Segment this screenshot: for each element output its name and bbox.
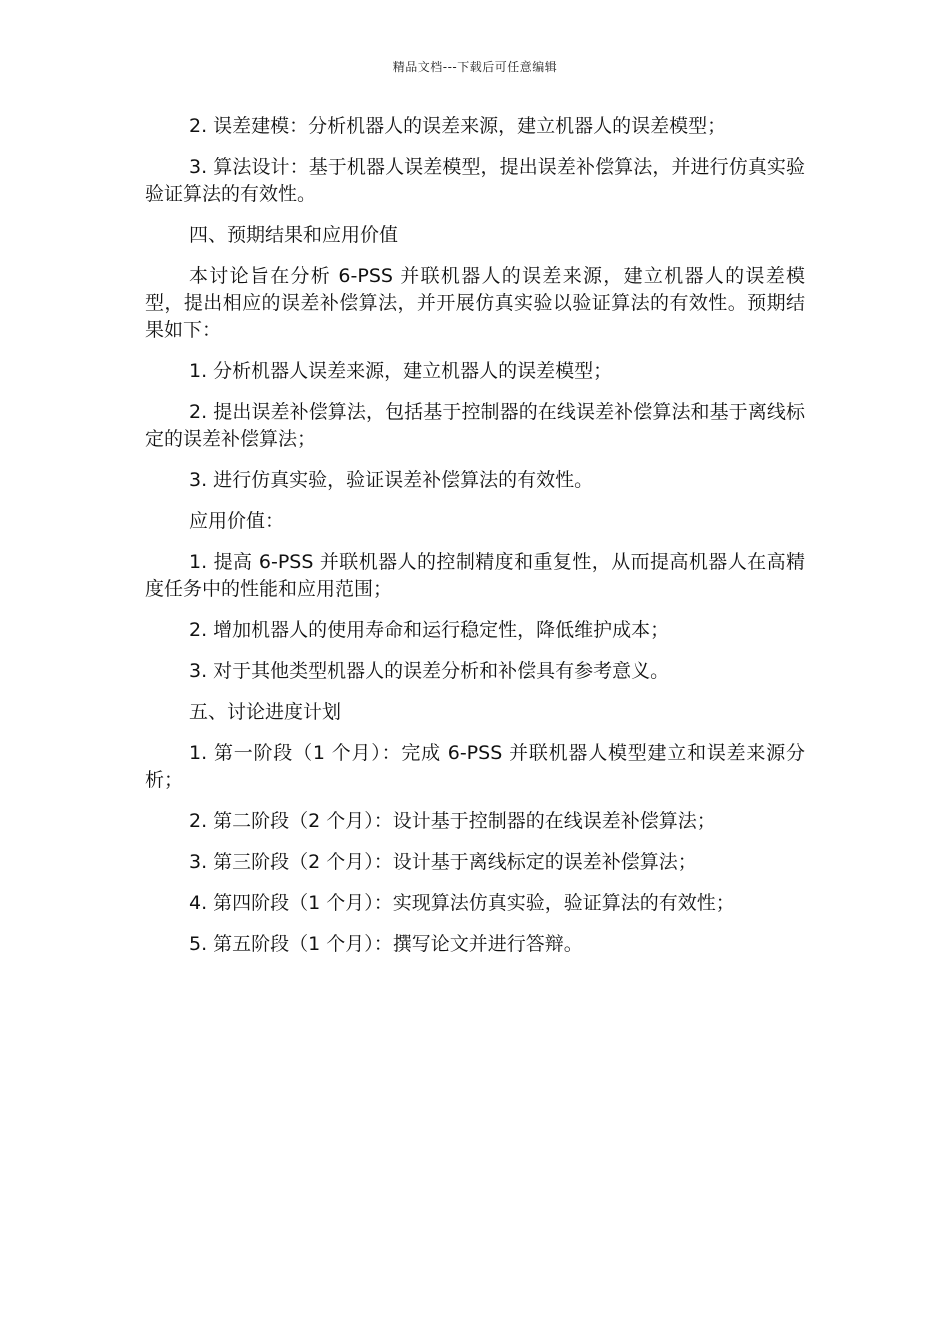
list-item-stage-2: 2. 第二阶段（2 个月）：设计基于控制器的在线误差补偿算法；: [189, 810, 716, 832]
list-item-result-2: 2. 提出误差补偿算法，包括基于控制器的在线误差补偿算法和基于离线标定的误差补偿算法；: [145, 401, 805, 450]
section-heading-expected-results: 四、预期结果和应用价值: [189, 224, 399, 246]
page-header: 精品文档---下载后可任意编辑: [392, 60, 558, 74]
list-item-stage-3: 3. 第三阶段（2 个月）：设计基于离线标定的误差补偿算法；: [189, 851, 697, 873]
document-body: [145, 113, 805, 972]
list-item-value-1: 1. 提高 6-PSS 并联机器人的控制精度和重复性，从而提高机器人在高精度任务中的性能和应用范围；: [145, 551, 805, 600]
list-item-value-3: 3. 对于其他类型机器人的误差分析和补偿具有参考意义。: [189, 660, 670, 682]
paragraph-algorithm-design: 3. 算法设计：基于机器人误差模型，提出误差补偿算法，并进行仿真实验验证算法的有效性。: [145, 156, 805, 205]
list-item-stage-4: 4. 第四阶段（1 个月）：实现算法仿真实验，验证算法的有效性；: [189, 892, 735, 914]
list-item-result-3: 3. 进行仿真实验，验证误差补偿算法的有效性。: [189, 469, 594, 491]
paragraph-error-modeling: 2. 误差建模：分析机器人的误差来源，建立机器人的误差模型；: [189, 115, 727, 137]
paragraph-research-aim: 本讨论旨在分析 6-PSS 并联机器人的误差来源，建立机器人的误差模型，提出相应的误差补偿算法，并开展仿真实验以验证算法的有效性。预期结果如下：: [145, 265, 805, 341]
list-item-result-1: 1. 分析机器人误差来源，建立机器人的误差模型；: [189, 360, 613, 382]
list-item-stage-1: 1. 第一阶段（1 个月）：完成 6-PSS 并联机器人模型建立和误差来源分析；: [145, 742, 805, 791]
subheading-application-value: 应用价值：: [189, 510, 285, 532]
list-item-stage-5: 5. 第五阶段（1 个月）：撰写论文并进行答辩。: [189, 933, 583, 955]
list-item-value-2: 2. 增加机器人的使用寿命和运行稳定性，降低维护成本；: [189, 619, 670, 641]
section-heading-schedule: 五、讨论进度计划: [189, 701, 342, 723]
